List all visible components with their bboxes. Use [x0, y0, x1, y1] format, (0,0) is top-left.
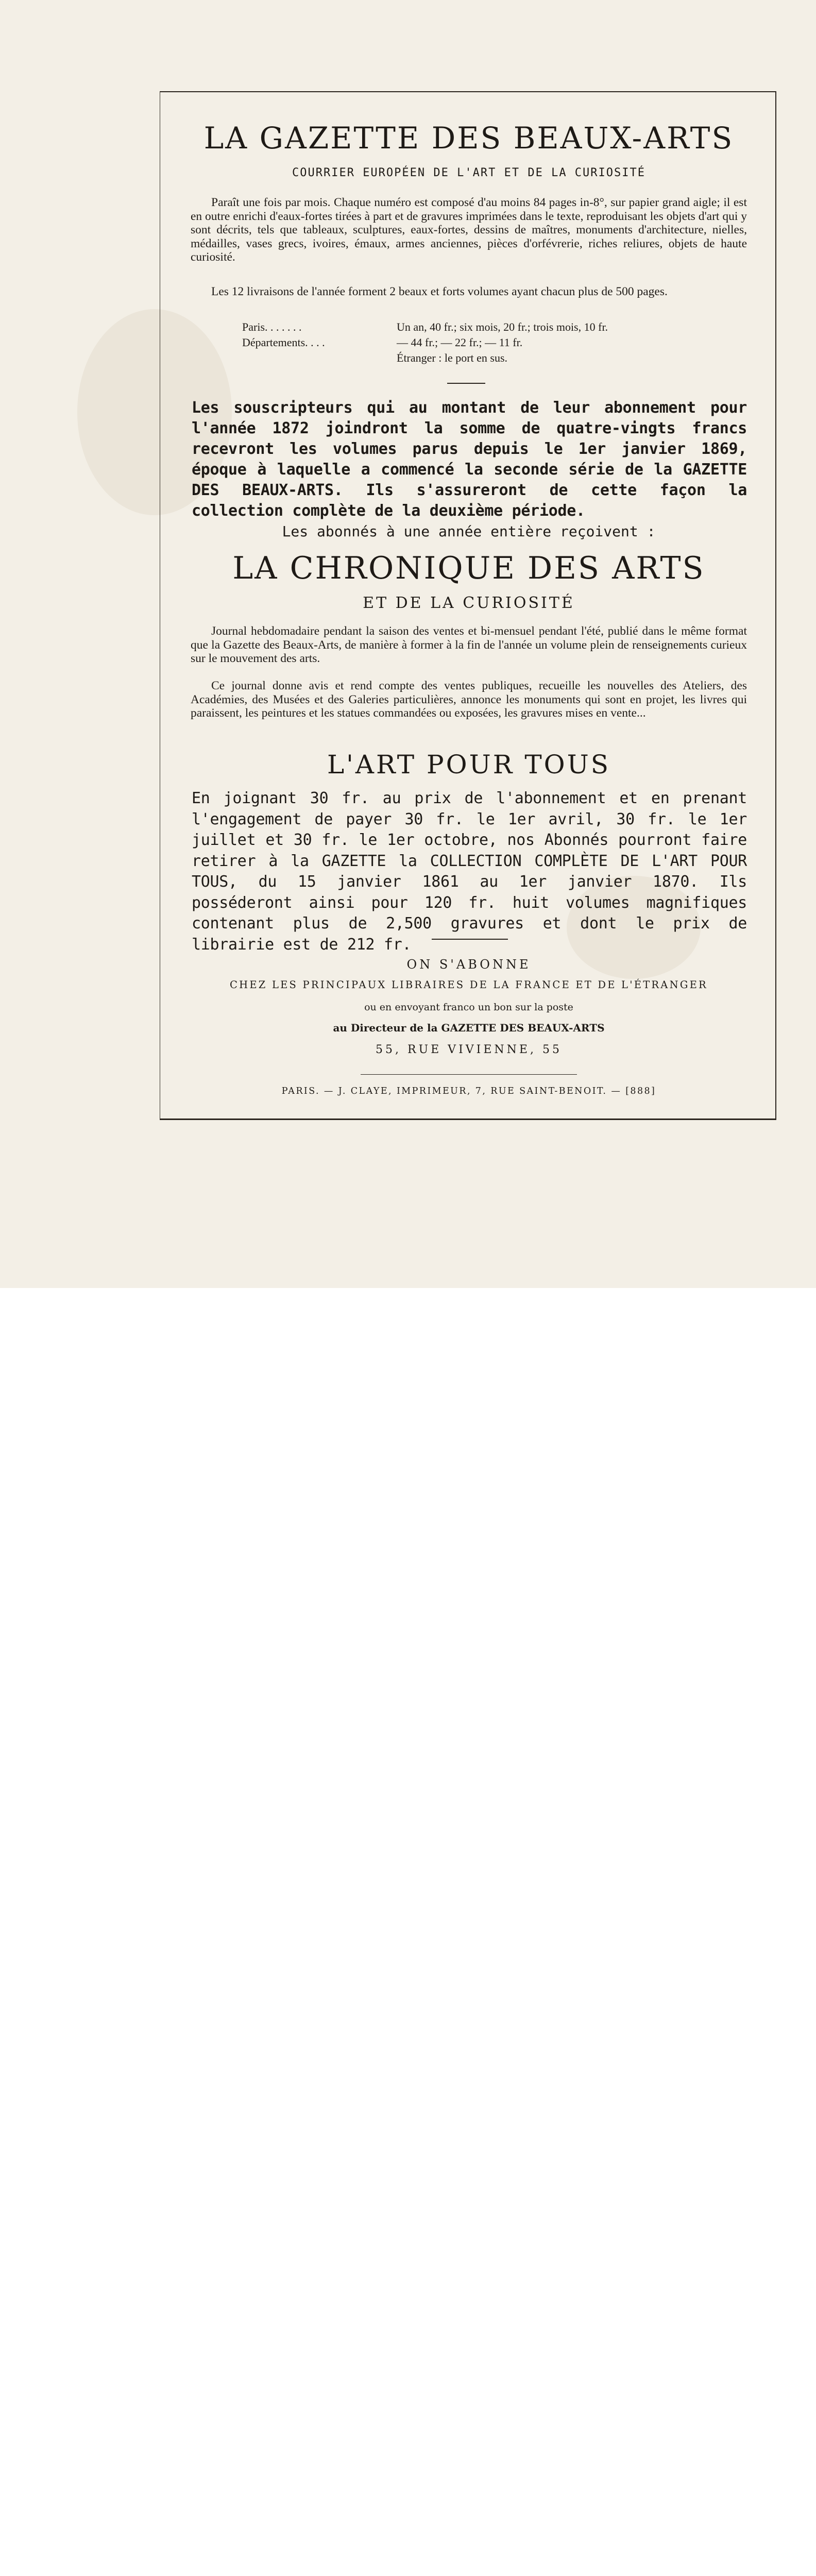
- price-row-departements: [242, 335, 706, 350]
- gazette-title: LA GAZETTE DES BEAUX-ARTS: [203, 121, 734, 156]
- abonne-address: 55, RUE VIVIENNE, 55: [376, 1043, 562, 1056]
- price-row-paris: [242, 319, 706, 335]
- price-table: [242, 319, 706, 366]
- gazette-volumes: Les 12 livraisons de l'année forment 2 beaux et forts volumes ayant chacun plus de 500 pages.: [211, 285, 668, 298]
- price-value: Un an, 40 fr.; six mois, 20 fr.; trois mois, 10 fr.: [397, 320, 608, 333]
- price-label: Paris. . . . . . .: [242, 320, 302, 333]
- price-foreign: Étranger : le port en sus.: [397, 351, 508, 364]
- digitization-footer: [0, 1288, 816, 1327]
- chronique-contents: Ce journal donne avis et rend compte des ventes publiques, recueille les nouvelles des Ateliers, des Académies, des Musées et des Galeries particulières, annonce les monuments qui sont en projet, les livres qui paraissent, les peintures et les statues commandées ou exposées, les gravures mises en vente...: [191, 679, 747, 720]
- abonne-directeur: au Directeur de la GAZETTE DES BEAUX-ARTS: [333, 1022, 605, 1034]
- chronique-title: LA CHRONIQUE DES ARTS: [232, 550, 705, 586]
- abonne-heading: ON S'ABONNE: [406, 957, 531, 972]
- gazette-subtitle: COURRIER EUROPÉEN DE L'ART ET DE LA CURIOSITÉ: [292, 166, 646, 179]
- chronique-subtitle: ET DE LA CURIOSITÉ: [363, 594, 575, 612]
- chronique-description: Journal hebdomadaire pendant la saison des ventes et bi-mensuel pendant l'été, publié dans le même format que la Gazette des Beaux-Arts, de manière à former à la fin de l'année un volume plein de renseignements curieux sur le mouvement des arts.: [191, 624, 747, 665]
- gazette-description: Paraît une fois par mois. Chaque numéro est composé d'au moins 84 pages in-8°, sur papier grand aigle; il est en outre enrichi d'eaux-fortes tirées à part et de gravures imprimées dans le texte, reproduisant les objets d'art qui y sont décrits, tels que tableaux, sculptures, eaux-fortes, dessins de maîtres, monuments d'architecture, nielles, médailles, vases grecs, ivoires, émaux, armes anciennes, pièces d'orfévrerie, riches reliures, objets de haute curiosité.: [191, 196, 747, 264]
- price-label: Départements. . . .: [242, 336, 325, 349]
- imprint-line: PARIS. — J. CLAYE, IMPRIMEUR, 7, RUE SAINT-BENOIT. — [888]: [281, 1086, 656, 1096]
- art-pour-tous-title: L'ART POUR TOUS: [327, 750, 611, 779]
- souscripteurs-paragraph: Les souscripteurs qui au montant de leur abonnement pour l'année 1872 joindront la somme de quatre-vingts francs recevront les volumes parus depuis le 1er janvier 1869, époque à laquelle a commencé la seconde série de la GAZETTE DES BEAUX-ARTS. Ils s'assureront de cette façon la collection complète de la deuxième période.: [192, 399, 747, 520]
- abonne-franco: ou en envoyant franco un bon sur la poste: [364, 1002, 573, 1013]
- divider: [432, 939, 508, 940]
- abonnes-recoivent: Les abonnés à une année entière reçoivent :: [282, 523, 656, 540]
- divider: [361, 1074, 577, 1075]
- price-value: — 44 fr.; — 22 fr.; — 11 fr.: [397, 336, 523, 349]
- divider: [447, 383, 485, 384]
- art-pour-tous-paragraph: En joignant 30 fr. au prix de l'abonnement et en prenant l'engagement de payer 30 fr. le 1er avril, 30 fr. le 1er juillet et 30 fr. le 1er octobre, nos Abonnés pourront faire retirer à la GAZETTE la COLLECTION COMPLÈTE DE L'ART POUR TOUS, du 15 janvier 1861 au 1er janvier 1870. Ils posséderont ainsi pour 120 fr. huit volumes magnifiques contenant plus de 2,500 gravures et dont le prix de librairie est de 212 fr.: [192, 789, 747, 954]
- abonne-libraires: CHEZ LES PRINCIPAUX LIBRAIRES DE LA FRANCE ET DE L'ÉTRANGER: [230, 979, 708, 991]
